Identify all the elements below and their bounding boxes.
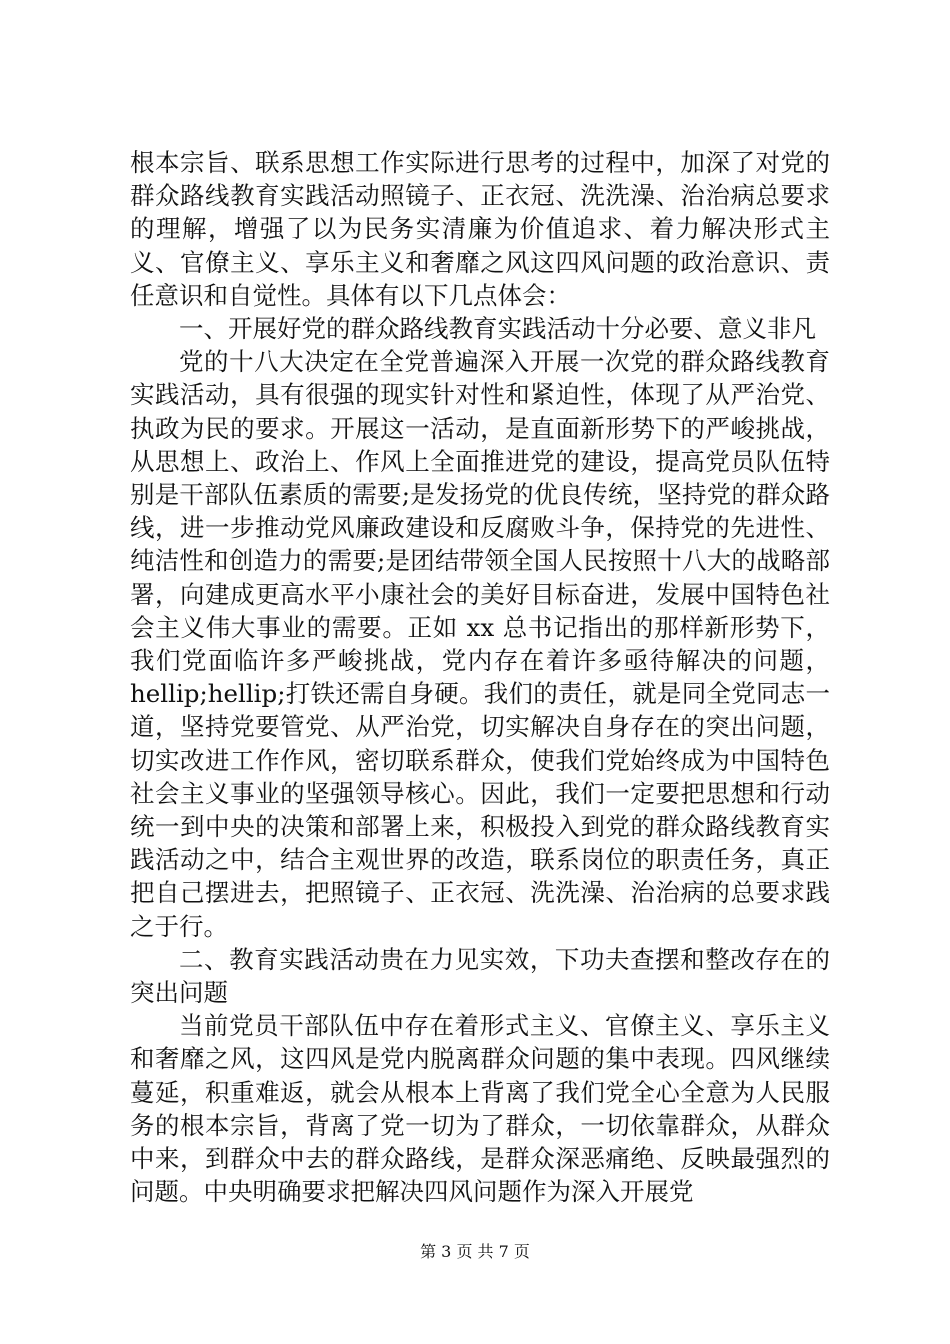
section-heading-1: 一、开展好党的群众路线教育实践活动十分必要、意义非凡	[179, 314, 816, 344]
paragraph-section-1-body: 党的十八大决定在全党普遍深入开展一次党的群众路线教育实践活动，具有很强的现实针对性和紧迫性，体现了从严治党、执政为民的要求。开展这一活动，是直面新形势下的严峻挑战，从思想上、政治上、作风上全面推进党的建设，提高党员队伍特别是干部队伍素质的需要;是发扬党的优良传统，坚持党的群众路线，进一步推动党风廉政建设和反腐败斗争，保持党的先进性、纯洁性和创造力的需要;是团结带领全国人民按照十八大的战略部署，向建成更高水平小康社会的美好目标奋进，发展中国特色社会主义伟大事业的需要。正如 xx 总书记指出的那样新形势下，我们党面临许多严峻挑战，党内存在着许多亟待解决的问题，hellip;hellip;打铁还需自身硬。我们的责任，就是同全党同志一道，坚持党要管党、从严治党，切实解决自身存在的突出问题，切实改进工作作风，密切联系群众，使我们党始终成为中国特色社会主义事业的坚强领导核心。因此，我们一定要把思想和行动统一到中央的决策和部署上来，积极投入到党的群众路线教育实践活动之中，结合主观世界的改造，联系岗位的职责任务，真正把自己摆进去，把照镜子、正衣冠、洗洗澡、治治病的总要求践之于行。	[130, 347, 830, 941]
paragraph-intro-continuation: 根本宗旨、联系思想工作实际进行思考的过程中，加深了对党的群众路线教育实践活动照镜子、正衣冠、洗洗澡、治治病总要求的理解，增强了以为民务实清廉为价值追求、着力解决形式主义、官僚主义、享乐主义和奢靡之风这四风问题的政治意识、责任意识和自觉性。具体有以下几点体会：	[130, 148, 830, 310]
paragraph-section-2-body: 当前党员干部队伍中存在着形式主义、官僚主义、享乐主义和奢靡之风，这四风是党内脱离群众问题的集中表现。四风继续蔓延，积重难返，就会从根本上背离了我们党全心全意为人民服务的根本宗旨，背离了党一切为了群众，一切依靠群众，从群众中来，到群众中去的群众路线，是群众深恶痛绝、反映最强烈的问题。中央明确要求把解决四风问题作为深入开展党	[130, 1011, 830, 1207]
page-number-footer: 第 3 页 共 7 页	[420, 1242, 530, 1261]
section-heading-2: 二、教育实践活动贵在力见实效，下功夫查摆和整改存在的突出问题	[130, 944, 830, 1008]
document-body	[130, 146, 830, 1209]
